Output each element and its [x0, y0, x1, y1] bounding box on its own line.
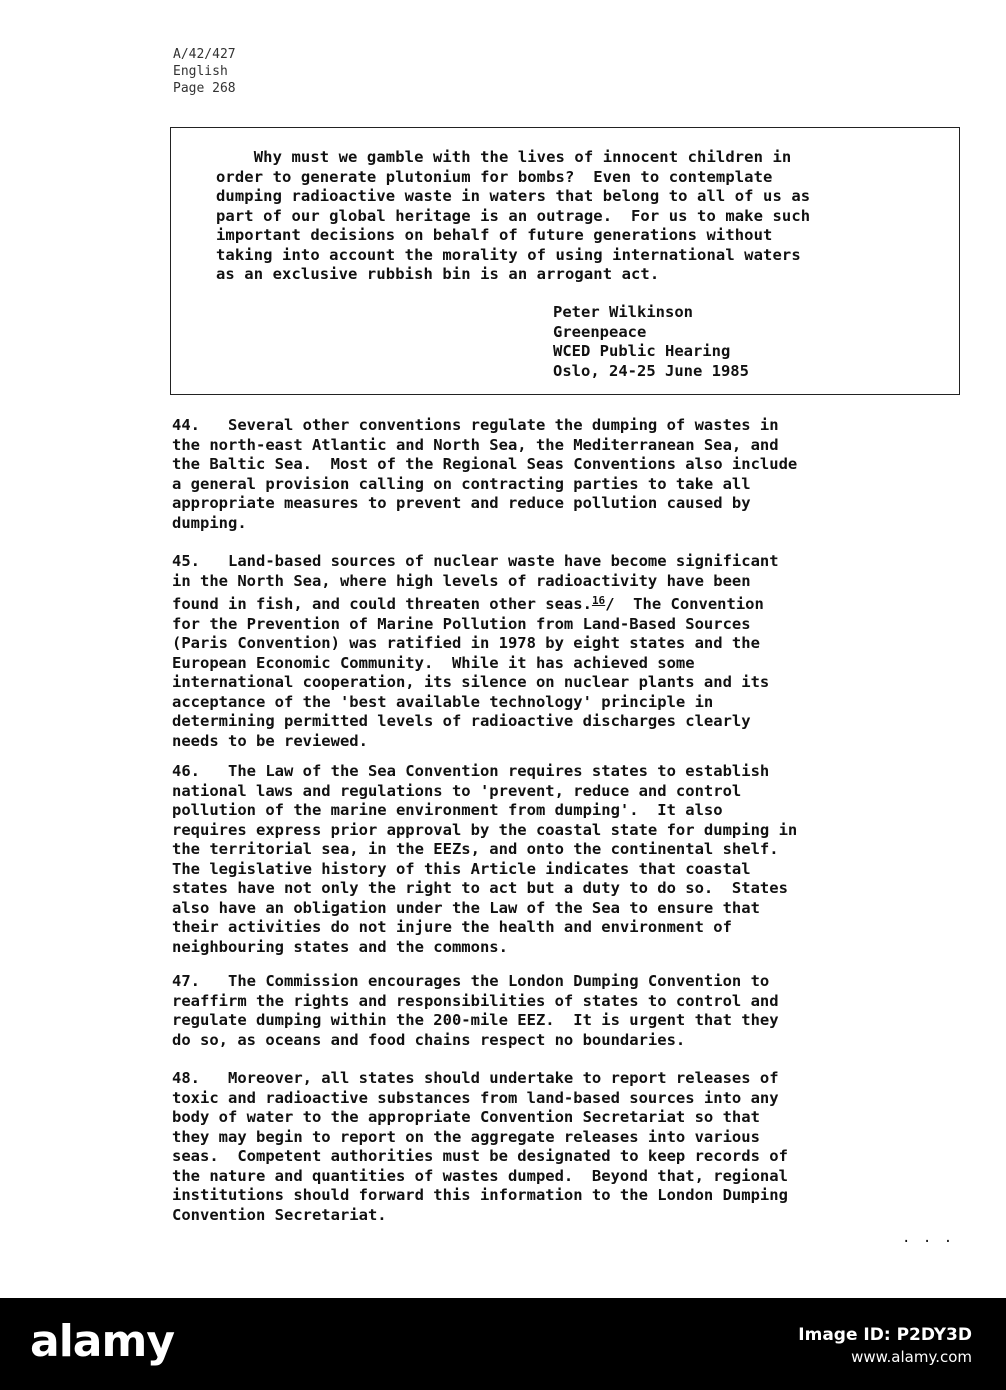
quote-text: Why must we gamble with the lives of innocent children in order to generate plutonium for bombs? Even to contemplate dumping radioactive waste in waters that belong to all of us as part of our global heritage is an outrage. For us to make such important decisions on behalf of future generations without taking into account the morality of using international waters as an exclusive rubbish bin is an arrogant act. [216, 148, 811, 283]
paragraph-44: 44. Several other conventions regulate the dumping of wastes in the north-east Atlantic and North Sea, the Mediterranean Sea, and the Baltic Sea. Most of the Regional Seas Conventions also include a general provision calling on contracting parties to take all appropriate measures to prevent and reduce pollution caused by dumping. [172, 416, 798, 532]
doc-symbol: A/42/427 [173, 47, 236, 62]
document-header [173, 46, 236, 97]
page-number: Page 268 [173, 81, 236, 96]
quote-organization: Greenpeace [553, 322, 647, 341]
paragraph-45 [172, 552, 962, 751]
paragraph-45-part-b: / The Convention for the Prevention of Marine Pollution from Land-Based Sources (Paris Convention) was ratified in 1978 by eight states and the European Economic Community. While it has achieved some international cooperation, its silence on nuclear plants and its acceptance of the 'best available technology' principle in determining permitted levels of radioactive discharges clearly needs to be reviewed. [172, 595, 770, 750]
quote-attribution [553, 303, 749, 381]
continuation-ellipsis: . . . [902, 1230, 955, 1246]
image-id: Image ID: P2DY3D [798, 1325, 972, 1345]
paragraph-47: 47. The Commission encourages the London Dumping Convention to reaffirm the rights and responsibilities of states to control and regulate dumping within the 200-mile EEZ. It is urgent that they do so, as oceans and food chains respect no boundaries. [172, 972, 779, 1049]
paragraph-48: 48. Moreover, all states should undertake to report releases of toxic and radioactive substances from land-based sources into any body of water to the appropriate Convention Secretariat so that they may begin to report on the aggregate releases into various seas. Competent authorities must be designated to keep records of the nature and quantities of wastes dumped. Beyond that, regional institutions should forward this information to the London Dumping Convention Secretariat. [172, 1069, 788, 1224]
alamy-logo: alamy [30, 1316, 174, 1367]
quote-event: WCED Public Hearing [553, 342, 731, 360]
stock-image-info [798, 1324, 972, 1368]
quote-place-date: Oslo, 24-25 June 1985 [553, 361, 749, 380]
paragraph-45-part-a: 45. Land-based sources of nuclear waste have become significant in the North Sea, where high levels of radioactivity have been found in fish, and could threaten other seas. [172, 552, 779, 613]
quote-box [170, 127, 960, 395]
footnote-ref-16[interactable]: 16 [591, 594, 606, 607]
paragraph-46: 46. The Law of the Sea Convention requires states to establish national laws and regulations to 'prevent, reduce and control pollution of the marine environment from dumping'. It also requires express prior approval by the coastal state for dumping in the territorial sea, in the EEZs, and onto the continental shelf. The legislative history of this Article indicates that coastal states have not only the right to act but a duty to do so. States also have an obligation under the Law of the Sea to ensure that their activities do not injure the health and environment of neighbouring states and the commons. [172, 762, 798, 956]
doc-language: English [173, 64, 228, 79]
stock-url: www.alamy.com [851, 1348, 972, 1366]
quote-author: Peter Wilkinson [553, 303, 693, 321]
